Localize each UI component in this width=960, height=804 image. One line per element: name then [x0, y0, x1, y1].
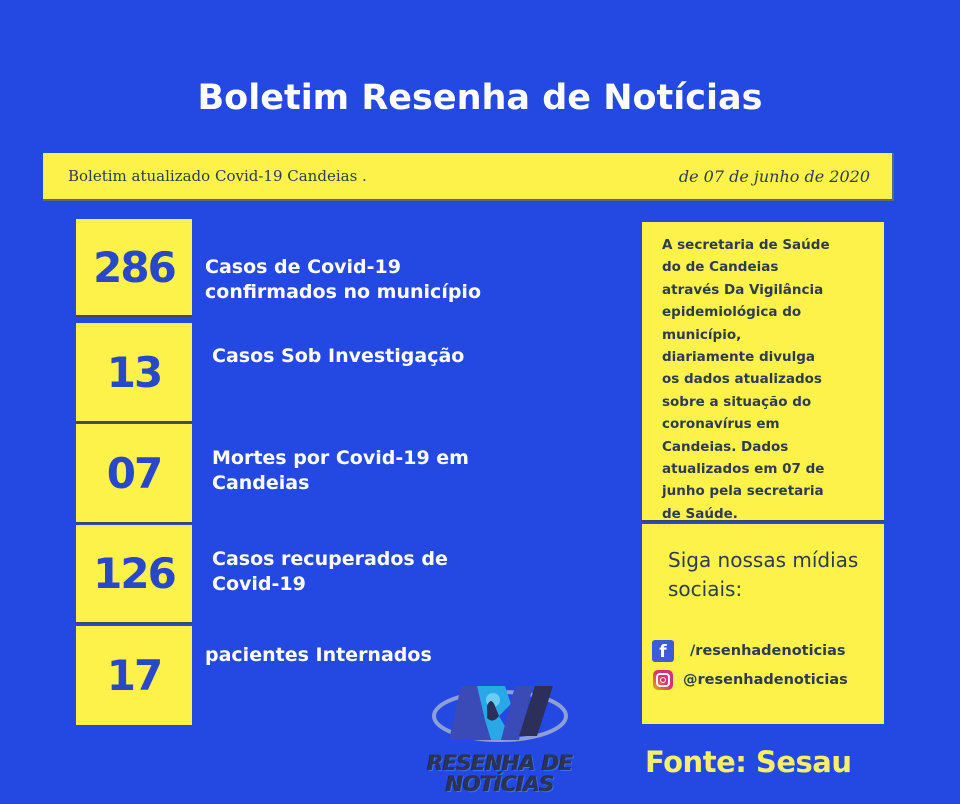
stat-value-investigation: 13 — [76, 323, 192, 423]
source-label: Fonte: Sesau — [645, 745, 852, 779]
facebook-icon: f — [652, 640, 674, 662]
stat-label-recovered — [212, 547, 448, 597]
instagram-link[interactable] — [653, 670, 848, 690]
social-title — [668, 546, 883, 604]
social-panel — [642, 524, 884, 724]
info-line: município, — [662, 326, 742, 343]
info-line: epidemiológica do — [662, 304, 802, 321]
info-line: do de Candeias — [662, 259, 779, 276]
update-band — [43, 153, 894, 201]
stat-label-investigation — [212, 344, 464, 369]
instagram-handle[interactable]: @resenhadenoticias — [683, 672, 848, 688]
stat-value-recovered: 126 — [76, 525, 192, 624]
stat-label-line: confirmados no município — [205, 281, 481, 303]
logo-text-line1: RESENHA DE — [427, 751, 573, 775]
info-line: A secretaria de Saúde — [662, 237, 830, 253]
stat-value-deaths: 07 — [76, 424, 192, 524]
info-line: Candeias. Dados — [662, 438, 789, 455]
info-line: sobre a situação do — [662, 393, 812, 410]
social-title-line: Siga nossas mídias — [668, 548, 859, 572]
facebook-link[interactable] — [652, 640, 846, 662]
info-line: de Saúde. — [662, 505, 738, 522]
facebook-handle[interactable]: /resenhadenoticias — [690, 643, 846, 659]
stat-value-hospitalized: 17 — [76, 626, 192, 725]
stat-label-line: Mortes por Covid-19 em — [212, 447, 469, 469]
stat-label-line: Covid-19 — [212, 573, 306, 595]
info-panel — [642, 222, 884, 522]
resenha-logo — [415, 680, 585, 800]
stat-label-line: Casos de Covid-19 — [205, 256, 401, 278]
rn-logo-icon — [415, 680, 585, 752]
stat-value-confirmed: 286 — [76, 219, 192, 317]
info-line: coronavírus em — [662, 416, 780, 433]
stat-label-confirmed — [205, 255, 481, 305]
update-date: de 07 de junho de 2020 — [678, 166, 870, 186]
stat-label-deaths — [212, 446, 469, 496]
update-subtitle: Boletim atualizado Covid-19 Candeias . — [68, 167, 367, 185]
info-line: os dados atualizados — [662, 371, 822, 388]
info-line: junho pela secretaria — [662, 483, 824, 500]
page-title: Boletim Resenha de Notícias — [197, 78, 763, 118]
social-title-line: sociais: — [668, 577, 743, 601]
stat-label-line: Candeias — [212, 472, 310, 494]
info-line: atualizados em 07 de — [662, 461, 825, 478]
stat-label-hospitalized — [205, 643, 432, 668]
stat-label-line: pacientes Internados — [205, 644, 432, 666]
instagram-icon — [653, 670, 673, 690]
logo-text-line2: NOTÍCIAS — [445, 772, 555, 796]
info-line: diariamente divulga — [662, 349, 816, 366]
stat-label-line: Casos recuperados de — [212, 548, 448, 570]
stat-label-line: Casos Sob Investigação — [212, 345, 465, 367]
info-line: através Da Vigilância — [662, 281, 824, 298]
